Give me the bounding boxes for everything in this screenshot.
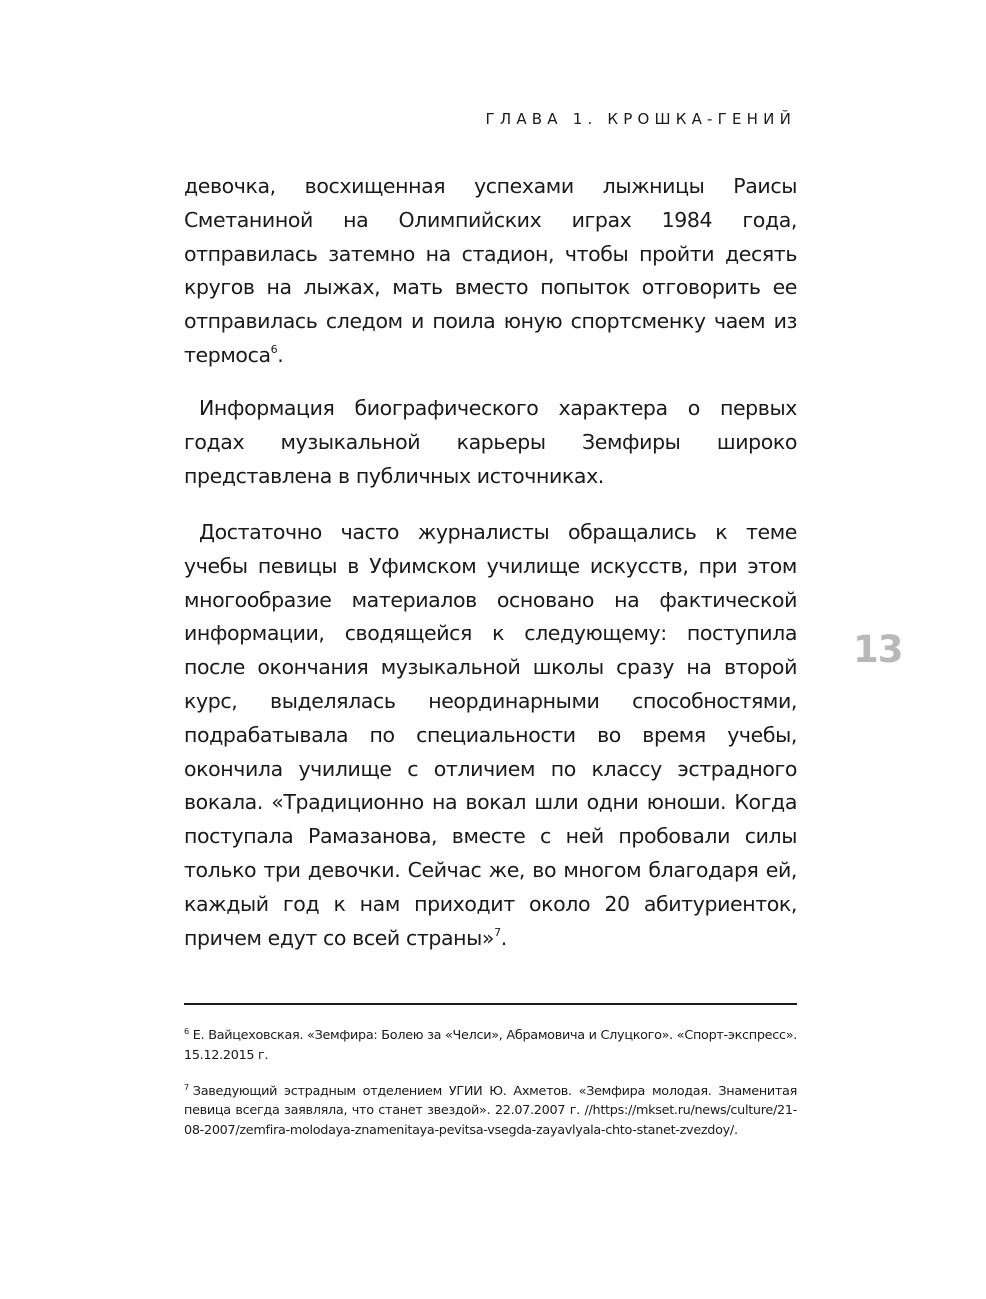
footnote-text: Заведующий эстрадным отделением УГИИ Ю. Ахметов. «Земфира молодая. Знаменитая певица всегда заявляла, что станет звездой». 22.07.2007 г. //https://mkset.ru/news/culture/21-08-2007/zemfira-molodaya-znamenitaya-pevitsa-vsegda-zayavlyala-chto-stanet-zvezdoy/. <box>184 1083 797 1139</box>
footnote-6 <box>184 1022 797 1066</box>
footnote-divider <box>184 1003 797 1005</box>
paragraph-3-text: Достаточно часто журналисты обращались к теме учебы певицы в Уфимском училище искусств, при этом многообразие материалов основано на фактической информации, сводящейся к следующему: поступила после окончания музыкальной школы сразу на второй курс, выделялась неординарными способностями, подрабатывала по специальности во время учебы, окончила училище с отличием по классу эстрадного вокала. «Традиционно на вокал шли одни юноши. Когда поступала Рамазанова, вместе с ней пробовали силы только три девочки. Сейчас же, во многом благодаря ей, каждый год к нам приходит около 20 абитуриенток, причем едут со всей страны» <box>184 520 797 950</box>
footnote-7 <box>184 1078 797 1141</box>
footnote-ref-6[interactable]: 6 <box>270 342 278 356</box>
footnote-text: Е. Вайцеховская. «Земфира: Болею за «Челси», Абрамовича и Слуцкого». «Спорт-экспресс». 15.12.2015 г. <box>184 1028 797 1063</box>
footnote-mark: 6 <box>184 1027 189 1036</box>
paragraph-3-end: . <box>500 925 507 950</box>
paragraph-3 <box>184 516 797 955</box>
paragraph-1-text: девочка, восхищенная успехами лыжницы Раисы Сметаниной на Олимпийских играх 1984 года, отправилась затемно на стадион, чтобы пройти десять кругов на лыжах, мать вместо попыток отговорить ее отправилась следом и поила юную спортсменку чаем из термоса <box>184 174 797 367</box>
paragraph-2-text: Информация биографического характера о первых годах музыкальной карьеры Земфиры широко представлена в публичных источниках. <box>184 396 797 488</box>
footnote-ref-7[interactable]: 7 <box>494 925 501 939</box>
page-number: 13 <box>853 628 903 671</box>
paragraph-2 <box>184 392 797 493</box>
paragraph-1 <box>184 170 797 373</box>
paragraph-1-end: . <box>277 342 284 367</box>
footnote-mark: 7 <box>184 1082 189 1092</box>
footnotes <box>184 1022 797 1153</box>
running-header: ГЛАВА 1. КРОШКА-ГЕНИЙ <box>485 110 796 128</box>
